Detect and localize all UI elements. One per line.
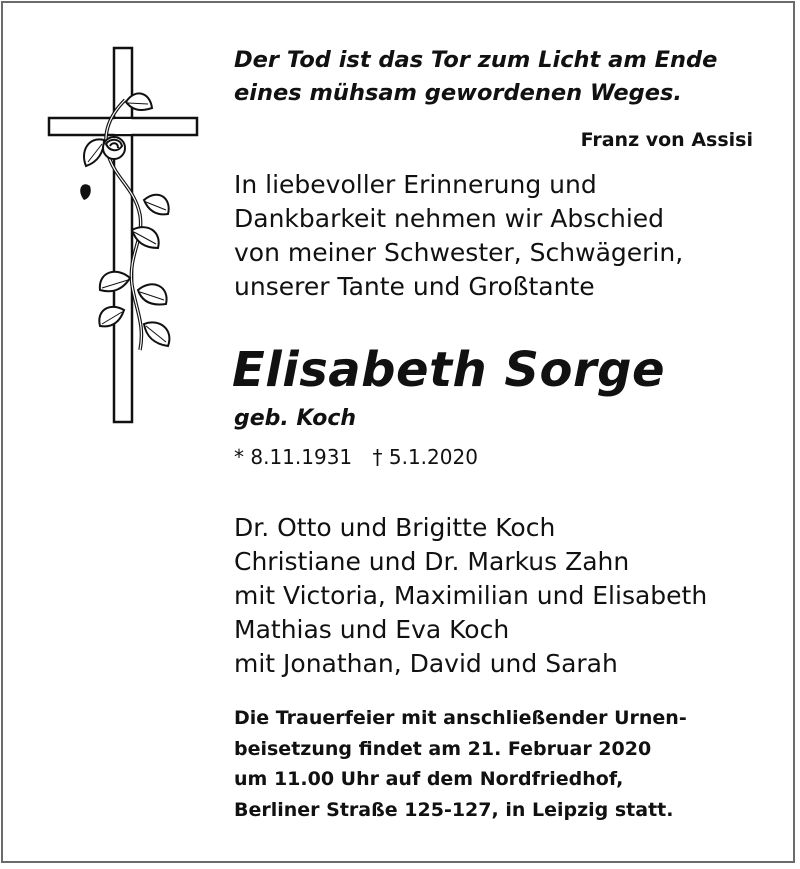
mourner-line: mit Victoria, Maximilian und Elisabeth xyxy=(234,581,708,610)
intro-line: In liebevoller Erinnerung und xyxy=(234,170,597,199)
service-line: Berliner Straße 125-127, in Leipzig statt. xyxy=(234,798,674,821)
mourner-line: Dr. Otto und Brigitte Koch xyxy=(234,513,556,542)
motto-line: Der Tod ist das Tor zum Licht am Ende xyxy=(234,47,718,73)
service-line: Die Trauerfeier mit anschließender Urnen- xyxy=(234,707,687,729)
maiden-name: geb. Koch xyxy=(234,406,357,431)
deceased-name: Elisabeth Sorge xyxy=(232,342,666,398)
intro-line: Dankbarkeit nehmen wir Abschied xyxy=(234,204,665,233)
life-dates xyxy=(234,443,492,471)
intro-line: von meiner Schwester, Schwägerin, xyxy=(234,238,684,267)
service-line: um 11.00 Uhr auf dem Nordfriedhof, xyxy=(234,768,624,790)
service-info xyxy=(234,703,687,825)
cross-with-rose-icon xyxy=(40,40,210,430)
motto-line: eines mühsam gewordenen Weges. xyxy=(234,80,682,106)
mourner-line: mit Jonathan, David und Sarah xyxy=(234,649,618,678)
death-date: † 5.1.2020 xyxy=(372,445,478,469)
intro-text xyxy=(234,168,683,304)
motto-author: Franz von Assisi xyxy=(580,129,753,151)
mourners-list xyxy=(234,511,707,681)
service-line: beisetzung findet am 21. Februar 2020 xyxy=(234,737,652,760)
intro-line: unserer Tante und Großtante xyxy=(234,272,595,301)
mourner-line: Christiane und Dr. Markus Zahn xyxy=(234,547,630,576)
motto-quote xyxy=(234,44,717,110)
mourner-line: Mathias und Eva Koch xyxy=(234,615,510,644)
birth-date: * 8.11.1931 xyxy=(234,445,353,469)
